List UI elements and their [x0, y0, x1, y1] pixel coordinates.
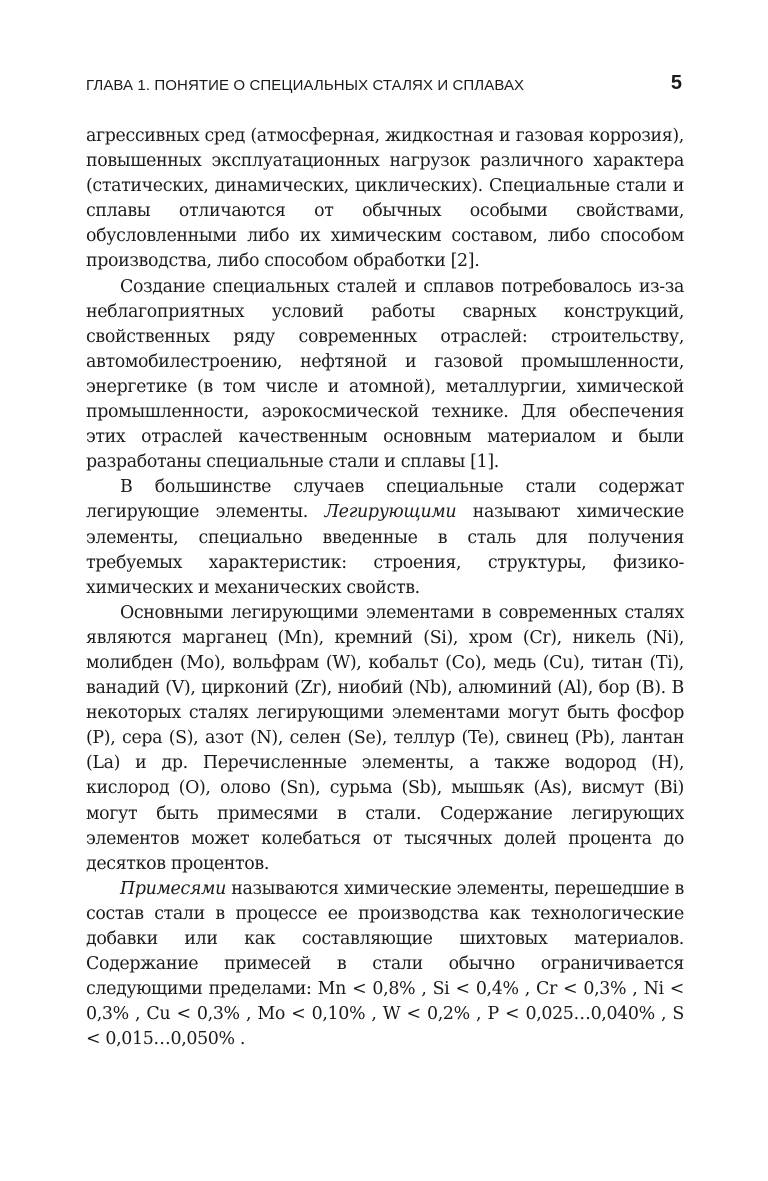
term-alloying: Легирующими: [324, 502, 457, 523]
paragraph-alloying-elements: Основными легирующими элементами в современных сталях являются марганец (Mn), кремний (Si), хром (Cr), никель (Ni), молибден (Mo), вольфрам (W), кобальт (Co), медь (Cu), титан (Ti), ванадий (V), цирконий (Zr), ниобий (Nb), алюминий (Al), бор (B). В некоторых сталях легирующими элементами могут быть фосфор (P), сера (S), азот (N), селен (Se), теллур (Te), свинец (Pb), лантан (La) и др. Перечисленные элементы, а также водород (H), кислород (O), олово (Sn), сурьма (Sb), мышьяк (As), висмут (Bi) могут быть примесями в стали. Содержание легирующих элементов может колебаться от тысячных долей процента до десятков процентов.: [86, 602, 684, 874]
running-header: [86, 72, 682, 98]
page-number: 5: [670, 72, 682, 94]
paragraph-special-steels-creation: Создание специальных сталей и сплавов потребовалось из-за неблагоприятных условий работы сварных конструкций, свойственных ряду современных отраслей: строительству, автомобилестроению, нефтяной и газовой промышленности, энергетике (в том числе и атомной), металлургии, химической промышленности, аэрокосмической технике. Для обеспечения этих отраслей качественным основным материалом и были разработаны специальные стали и сплавы [1].: [86, 276, 684, 473]
paragraph-alloying-definition: [86, 475, 684, 600]
body-text: [86, 124, 684, 1052]
paragraph-impurities-rest: называются химические элементы, перешедшие в состав стали в процессе ее производства как технологические добавки или как составляющие шихтовых материалов. Содержание примесей в стали обычно ограничивается следующими пределами: Mn < 0,8% , Si < 0,4% , Cr < 0,3% , Ni < 0,3% , Cu < 0,3% , Mo < 0,10% , W < 0,2% , P < 0,025…0,040% , S < 0,015…0,050% .: [86, 878, 684, 1050]
paragraph-alloying-rest: называют химические элементы, специально введенные в сталь для получения требуемых характеристик: строения, структуры, физико-химических и механических свойств.: [86, 502, 684, 598]
term-impurities: Примесями: [120, 878, 226, 899]
chapter-title: ГЛАВА 1. ПОНЯТИЕ О СПЕЦИАЛЬНЫХ СТАЛЯХ И СПЛАВАХ: [86, 77, 525, 94]
paragraph-alloying-lead: В большинстве случаев специальные стали содержат легирующие элементы.: [86, 477, 684, 523]
paragraph-continuation: агрессивных сред (атмосферная, жидкостная и газовая коррозия), повышенных эксплуатационных нагрузок различного характера (статических, динамических, циклических). Специальные стали и сплавы отличаются от обычных особыми свойствами, обусловленными либо их химическим составом, либо способом производства, либо способом обработки [2].: [86, 126, 684, 272]
paragraph-impurities-definition: [86, 877, 684, 1053]
